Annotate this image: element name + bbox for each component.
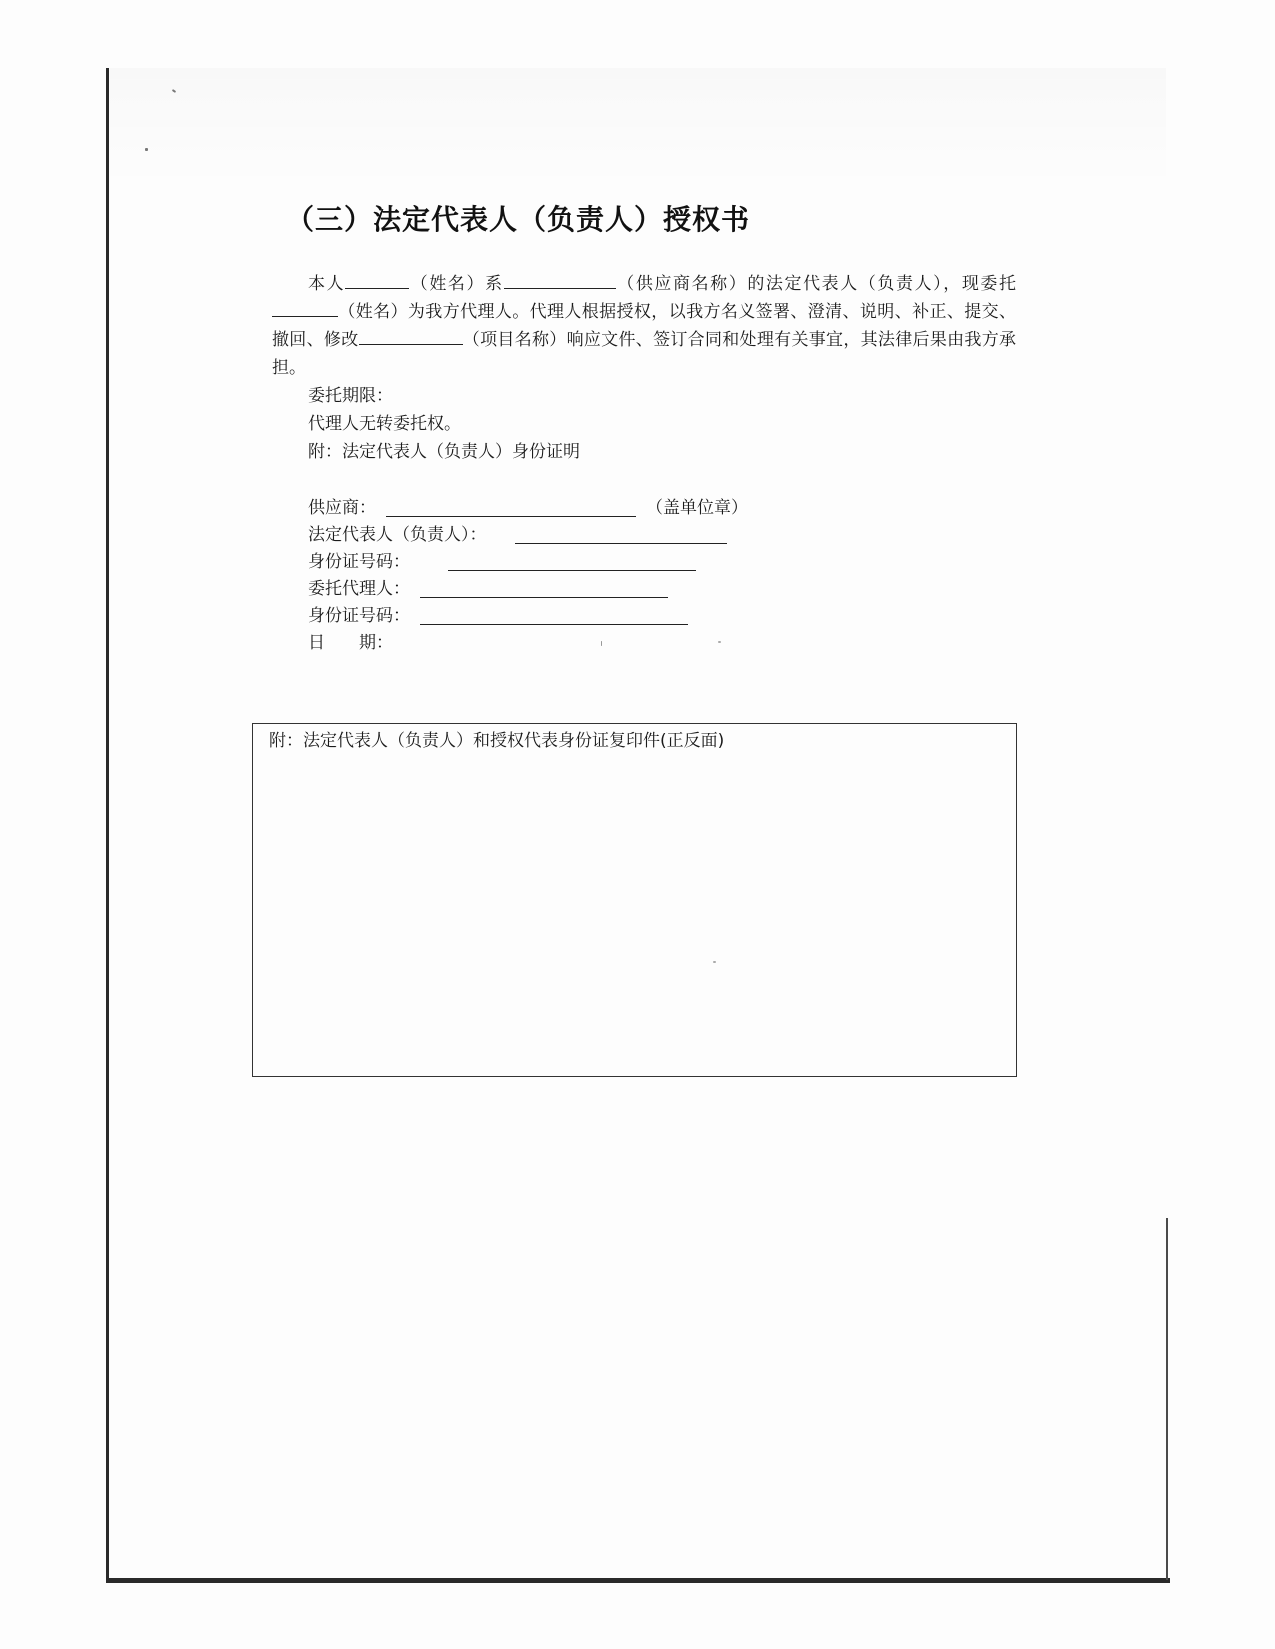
id-number-line bbox=[420, 624, 688, 625]
scan-shadow bbox=[110, 68, 1166, 188]
scan-bottom-edge bbox=[106, 1578, 1170, 1583]
scan-speck bbox=[601, 641, 602, 646]
agent-signature-line bbox=[420, 597, 668, 598]
id-number-label: 身份证号码： bbox=[308, 606, 410, 626]
supplier-name-blank bbox=[504, 271, 616, 289]
scan-speck bbox=[718, 641, 721, 643]
paragraph-text: （姓名）系 bbox=[409, 274, 504, 294]
id-number-label: 身份证号码： bbox=[308, 552, 410, 572]
agent-name-blank bbox=[272, 299, 338, 317]
attachment-box-caption: 附：法定代表人（负责人）和授权代表身份证复印件(正反面) bbox=[269, 731, 725, 751]
supplier-label: 供应商： bbox=[308, 498, 376, 518]
paragraph-text: （供应商名称）的法定代表人（负责人），现委托 bbox=[615, 274, 1017, 294]
agent-label: 委托代理人： bbox=[308, 579, 410, 599]
authorization-paragraph bbox=[272, 270, 1016, 382]
delegation-term: 委托期限： bbox=[308, 386, 393, 406]
id-copy-attachment-box bbox=[252, 723, 1017, 1077]
date-label: 日 期： bbox=[308, 633, 393, 653]
company-seal-note: （盖单位章） bbox=[646, 498, 748, 518]
paragraph-text: （姓名）为我方代理人。代理人根据授权，以我方名义签署、澄清、说明、补正、提交、撤回、修改 bbox=[272, 302, 1016, 350]
id-number-line bbox=[448, 570, 696, 571]
legal-rep-label: 法定代表人（负责人）： bbox=[308, 525, 487, 545]
name-blank bbox=[345, 271, 409, 289]
scan-left-edge bbox=[106, 68, 109, 1582]
document-title: （三）法定代表人（负责人）授权书 bbox=[286, 203, 751, 236]
paragraph-text: 本人 bbox=[308, 274, 346, 294]
paragraph-text: （项目名称）响应文件、签订合同和处理有关事宜，其法律后果由我方承担。 bbox=[272, 330, 1017, 378]
attachment-note: 附：法定代表人（负责人）身份证明 bbox=[308, 442, 580, 462]
legal-rep-signature-line bbox=[515, 543, 727, 544]
scan-speck bbox=[145, 148, 148, 151]
no-sub-delegation-note: 代理人无转委托权。 bbox=[308, 414, 461, 434]
project-name-blank bbox=[359, 327, 463, 345]
supplier-signature-line bbox=[386, 516, 636, 517]
scan-right-edge bbox=[1166, 1218, 1168, 1580]
